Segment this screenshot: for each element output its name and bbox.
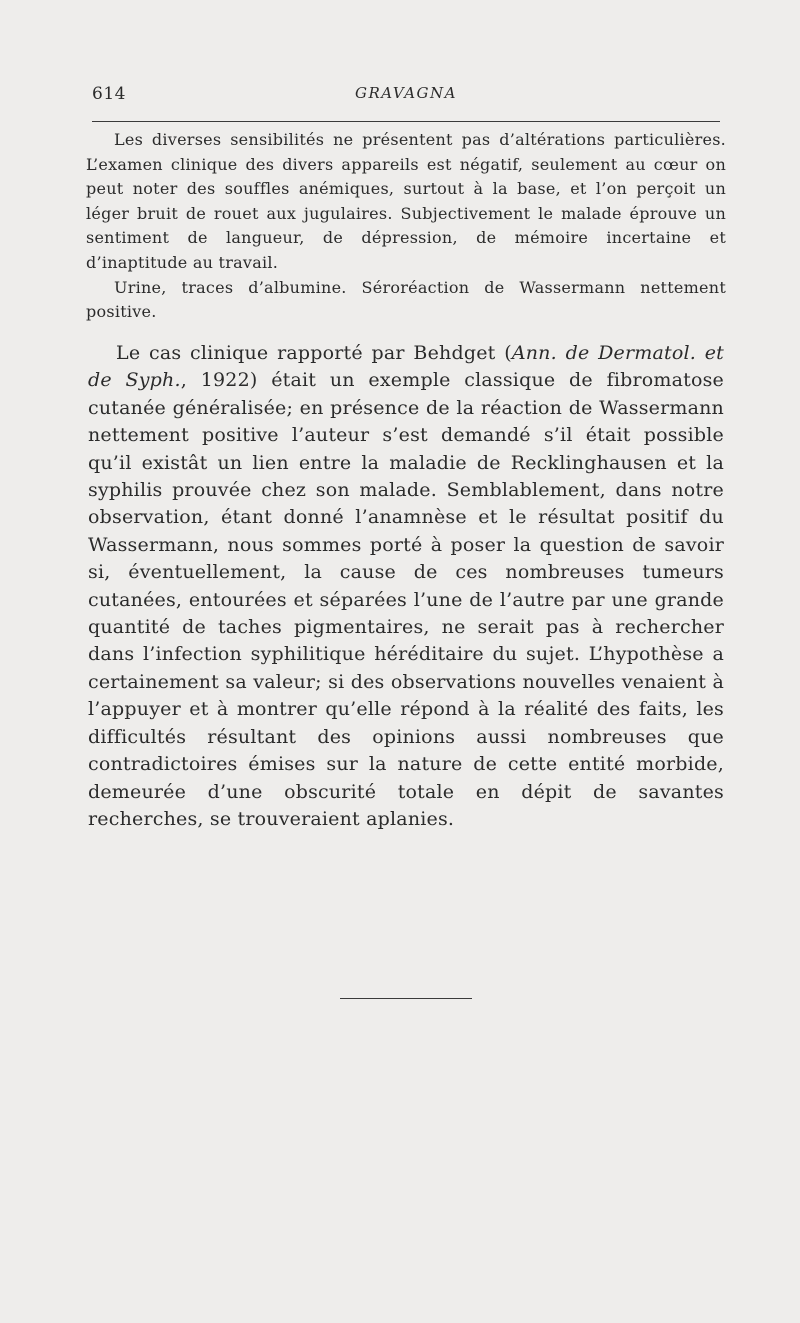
case-report-text: [86, 128, 726, 325]
discussion-paragraph: [88, 340, 724, 833]
discussion-body: , 1922) était un exemple classique de fibromatose cutanée généralisée; en présence de la réaction de Wassermann nettement positive l’auteur s’est demandé s’il était possible qu’il existât un lien entre la maladie de Recklinghausen et la syphilis prouvée chez son malade. Semblablement, dans notre observation, étant donné l’anamnèse et le résultat positif du Wassermann, nous sommes porté à poser la question de savoir si, éventuellement, la cause de ces nombreuses tumeurs cutanées, entourées et séparées l’une de l’autre par une grande quantité de taches pigmentaires, ne serait pas à rechercher dans l’infection syphilitique héréditaire du sujet. L’hypothèse a certainement sa valeur; si des observations nouvelles venaient à l’appuyer et à montrer qu’elle répond à la réalité des faits, les difficultés résultant des opinions aussi nombreuses que contradictoires émises sur la nature de cette entité morbide, demeurée d’une obscurité totale en dépit de savantes recherches, se trouveraient aplanies.: [88, 369, 724, 830]
page-number: 614: [92, 84, 126, 104]
running-head: GRAVAGNA: [355, 84, 457, 102]
section-end-rule: [340, 998, 472, 999]
page-header: [92, 84, 720, 108]
discussion-text: [88, 340, 724, 833]
case-paragraph-urine: Urine, traces d’albumine. Séroréaction de Wassermann nettement positive.: [86, 277, 726, 322]
header-rule: [92, 121, 720, 122]
case-paragraph-sensibilities: Les diverses sensibilités ne présentent pas d’altérations particulières. L’examen clinique des divers appareils est négatif, seulement au cœur on peut noter des souffles anémiques, surtout à la base, et l’on perçoit un léger bruit de rouet aux jugulaires. Subjectivement le malade éprouve un sentiment de langueur, de dépression, de mémoire incertaine et d’inaptitude au travail.: [86, 130, 726, 272]
discussion-intro: Le cas clinique rapporté par Behdget (: [116, 342, 512, 364]
citation-journal: Ann. de Dermatol. et de Syph.: [88, 342, 724, 392]
